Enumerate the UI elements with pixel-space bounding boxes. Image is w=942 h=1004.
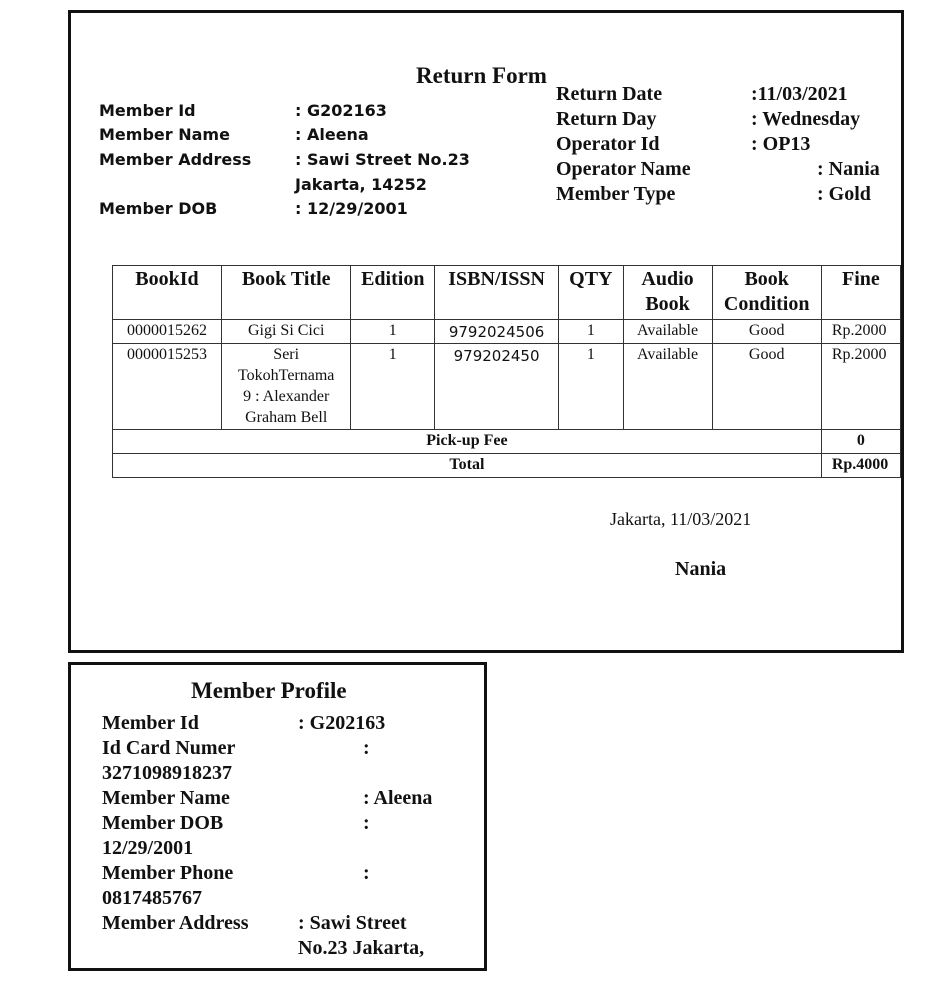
profile-id-label: Member Id <box>102 712 199 734</box>
member-address-value-line2: Jakarta, 14252 <box>295 175 427 194</box>
cell-condition: Good <box>712 320 821 344</box>
header-isbn: ISBN/ISSN <box>435 266 559 320</box>
profile-address-line2: No.23 Jakarta, <box>298 937 425 959</box>
cell-isbn: 9792024506 <box>435 320 559 344</box>
profile-card-colon: : <box>363 737 370 759</box>
return-date-value: :11/03/2021 <box>751 83 848 105</box>
profile-name-label: Member Name <box>102 787 230 809</box>
signature-place-date: Jakarta, 11/03/2021 <box>610 509 752 529</box>
member-address-label: Member Address <box>99 150 252 169</box>
pickup-fee-value: 0 <box>821 430 900 454</box>
pickup-fee-label: Pick-up Fee <box>113 430 822 454</box>
title-line: TokohTernama <box>238 367 335 384</box>
profile-id-value: : G202163 <box>298 712 386 734</box>
header-book-id: BookId <box>113 266 222 320</box>
profile-name-value: : Aleena <box>363 787 433 809</box>
member-type-value: : Gold <box>817 183 871 205</box>
table-header-row <box>113 266 901 320</box>
return-day-label: Return Day <box>556 108 657 130</box>
profile-dob-colon: : <box>363 812 370 834</box>
profile-dob-label: Member DOB <box>102 812 224 834</box>
header-condition-line1: Book <box>744 268 789 290</box>
header-condition-line2: Condition <box>723 293 810 315</box>
profile-card-label: Id Card Numer <box>102 737 236 759</box>
cell-fine: Rp.2000 <box>821 344 900 430</box>
table-row <box>113 320 901 344</box>
cell-fine: Rp.2000 <box>821 320 900 344</box>
member-id-label: Member Id <box>99 101 196 120</box>
cell-book-id: 0000015262 <box>113 320 222 344</box>
cell-qty: 1 <box>559 344 623 430</box>
member-profile-title: Member Profile <box>191 678 347 703</box>
header-qty: QTY <box>559 266 623 320</box>
member-name-value: : Aleena <box>295 125 369 144</box>
profile-card-value: 3271098918237 <box>102 762 232 784</box>
profile-phone-colon: : <box>363 862 370 884</box>
return-date-label: Return Date <box>556 83 663 105</box>
cell-book-title: Gigi Si Cici <box>221 320 351 344</box>
title-line: Seri <box>273 346 300 363</box>
return-form-title: Return Form <box>416 63 547 88</box>
member-profile-card <box>68 662 487 971</box>
cell-qty: 1 <box>559 320 623 344</box>
table-row <box>113 344 901 430</box>
title-line: 9 : Alexander <box>243 388 330 405</box>
member-dob-label: Member DOB <box>99 199 218 218</box>
total-label: Total <box>113 454 822 478</box>
member-id-value: : G202163 <box>295 101 387 120</box>
profile-phone-label: Member Phone <box>102 862 234 884</box>
return-day-value: : Wednesday <box>751 108 861 130</box>
signature-name: Nania <box>675 558 727 580</box>
header-audio-line2: Book <box>645 293 690 315</box>
header-audio-line1: Audio <box>641 268 694 290</box>
operator-name-value: : Nania <box>817 158 880 180</box>
header-edition: Edition <box>351 266 435 320</box>
cell-condition: Good <box>712 344 821 430</box>
books-table <box>112 265 901 478</box>
profile-address-line1: : Sawi Street <box>298 912 407 934</box>
cell-isbn: 979202450 <box>435 344 559 430</box>
title-line: Graham Bell <box>245 409 328 426</box>
header-book-title: Book Title <box>221 266 351 320</box>
member-type-label: Member Type <box>556 183 676 205</box>
header-book-condition <box>712 266 821 320</box>
return-form-card <box>68 10 904 653</box>
operator-id-label: Operator Id <box>556 133 660 155</box>
cell-edition: 1 <box>351 320 435 344</box>
cell-book-title <box>221 344 351 430</box>
pickup-fee-row <box>113 430 901 454</box>
header-fine: Fine <box>821 266 900 320</box>
operator-id-value: : OP13 <box>751 133 811 155</box>
profile-phone-value: 0817485767 <box>102 887 202 909</box>
total-row <box>113 454 901 478</box>
total-value: Rp.4000 <box>821 454 900 478</box>
operator-name-label: Operator Name <box>556 158 691 180</box>
header-audio-book <box>623 266 712 320</box>
member-address-value-line1: : Sawi Street No.23 <box>295 150 470 169</box>
member-dob-value: : 12/29/2001 <box>295 199 408 218</box>
profile-address-label: Member Address <box>102 912 249 934</box>
profile-dob-value: 12/29/2001 <box>102 837 194 859</box>
cell-audio: Available <box>623 344 712 430</box>
member-name-label: Member Name <box>99 125 230 144</box>
cell-book-id: 0000015253 <box>113 344 222 430</box>
cell-audio: Available <box>623 320 712 344</box>
cell-edition: 1 <box>351 344 435 430</box>
